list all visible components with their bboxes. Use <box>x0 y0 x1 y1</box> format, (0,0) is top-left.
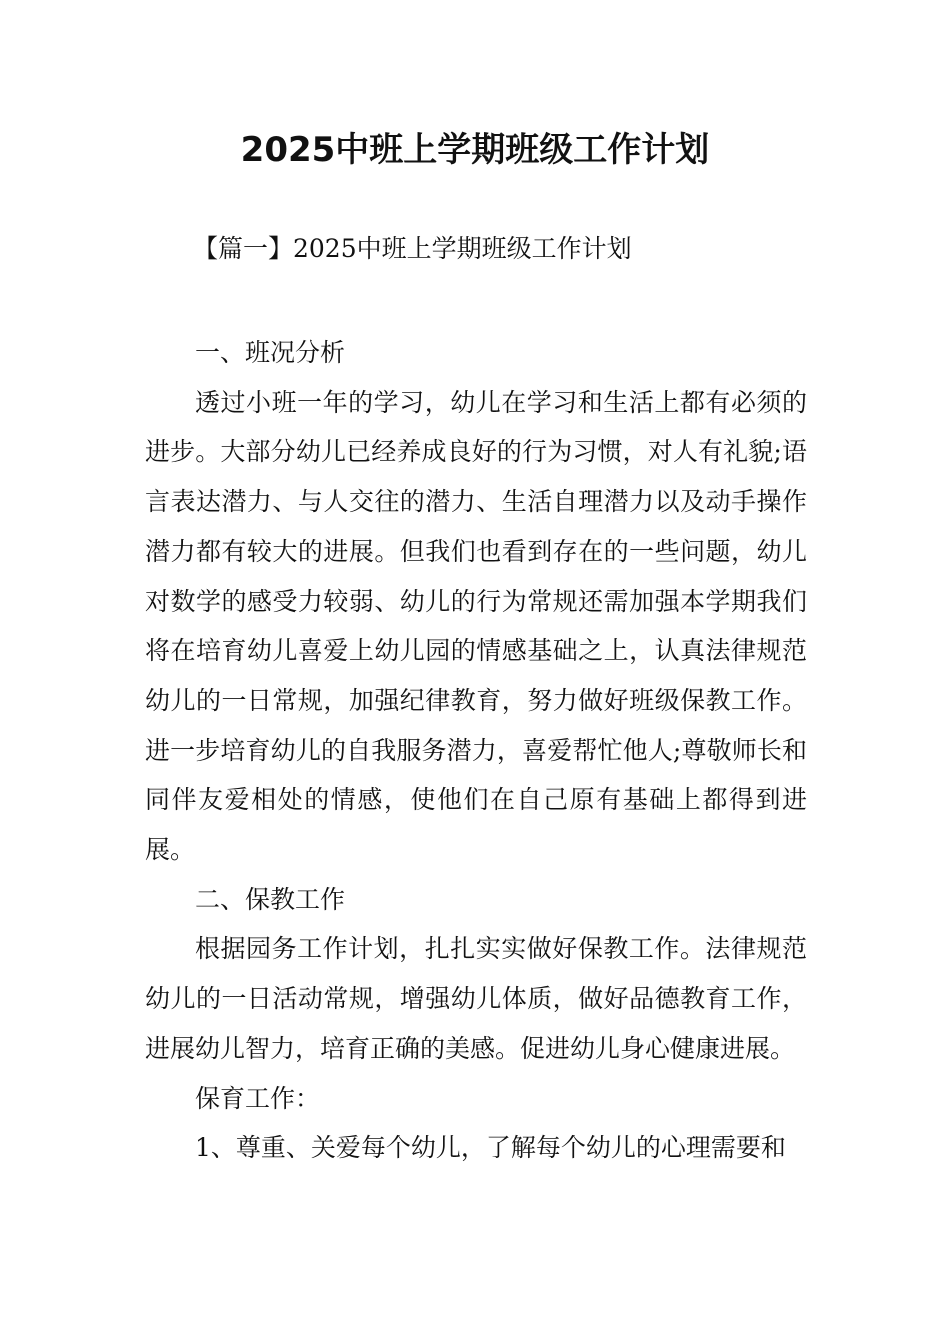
body-paragraph: 透过小班一年的学习，幼儿在学习和生活上都有必须的进步。大部分幼儿已经养成良好的行为习惯，对人有礼貌;语言表达潜力、与人交往的潜力、生活自理潜力以及动手操作潜力都有较大的进展。但我们也看到存在的一些问题，幼儿对数学的感受力较弱、幼儿的行为常规还需加强本学期我们将在培育幼儿喜爱上幼儿园的情感基础之上，认真法律规范幼儿的一日常规，加强纪律教育，努力做好班级保教工作。进一步培育幼儿的自我服务潜力，喜爱帮忙他人;尊敬师长和同伴友爱相处的情感，使他们在自己原有基础上都得到进展。 <box>145 387 807 865</box>
subsection-heading: 保育工作： <box>195 1083 321 1113</box>
document-title: 2025中班上学期班级工作计划 <box>240 130 710 170</box>
body-paragraph: 根据园务工作计划，扎扎实实做好保教工作。法律规范幼儿的一日活动常规，增强幼儿体质，做好品德教育工作，进展幼儿智力，培育正确的美感。促进幼儿身心健康进展。 <box>145 934 807 1063</box>
section-heading: 一、班况分析 <box>195 338 346 367</box>
section-heading: 二、保教工作 <box>195 884 346 914</box>
body-paragraph: 1、尊重、关爱每个幼儿，了解每个幼儿的心理需要和 <box>195 1133 786 1163</box>
document-body <box>145 328 807 1173</box>
document-subtitle: 【篇一】2025中班上学期班级工作计划 <box>193 234 632 263</box>
